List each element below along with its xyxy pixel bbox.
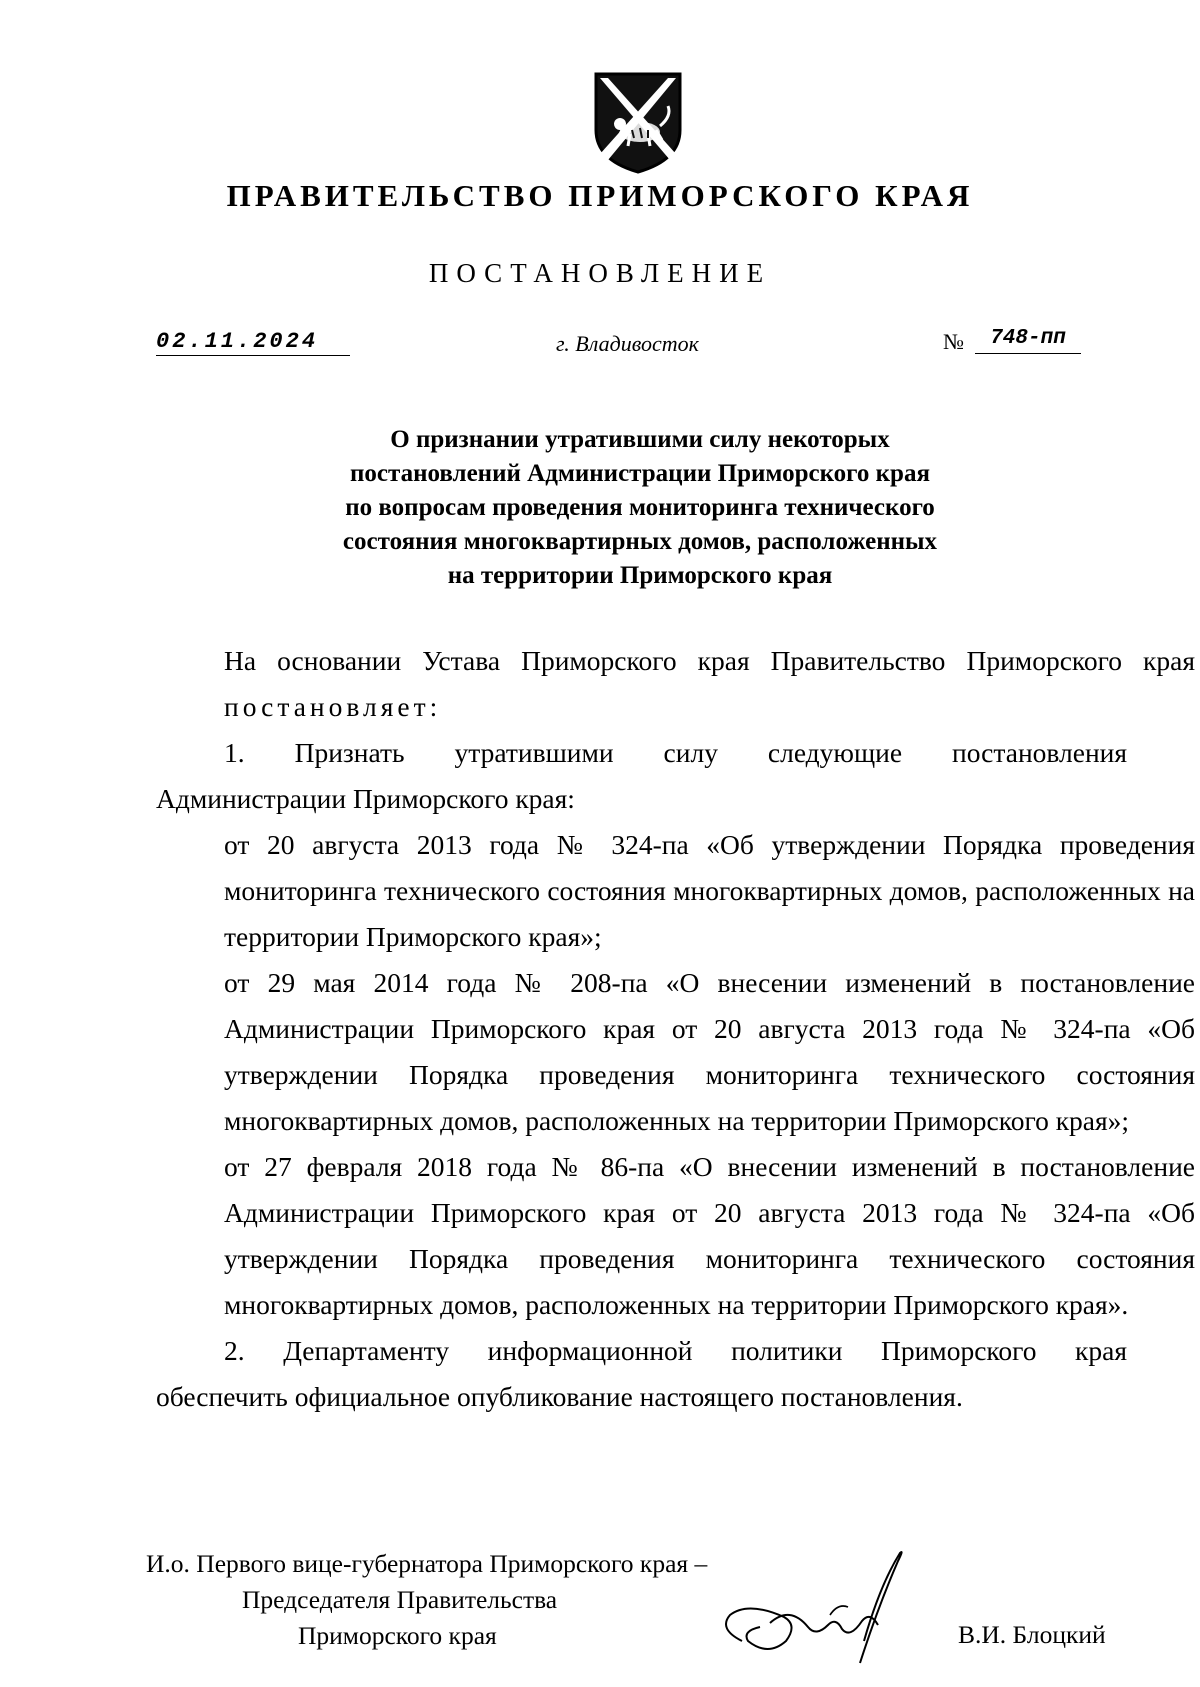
- signatory-position-line: Председателя Правительства: [242, 1585, 558, 1614]
- item-1-number: 1.: [224, 737, 245, 768]
- signatory-name: В.И. Блоцкий: [958, 1620, 1106, 1649]
- item-2-rest: обеспечить официальное опубликование настоящего постановления.: [156, 1381, 963, 1412]
- document-type: ПОСТАНОВЛЕНИЕ: [428, 258, 772, 288]
- item-1-word: Признать: [294, 737, 405, 768]
- item-2-word: информационной: [487, 1335, 693, 1366]
- preamble-paragraph: [156, 638, 1195, 730]
- repealed-act-1: от 20 августа 2013 года № 324-па «Об утверждении Порядка проведения мониторинга технического состояния многоквартирных домов, расположенных на территории Приморского края»;: [224, 829, 1195, 952]
- repealed-act-3: от 27 февраля 2018 года № 86-па «О внесении изменений в постановление Администрации Приморского края от 20 августа 2013 года № 324-па «Об утверждении Порядка проведения мониторинга технического состояния многоквартирных домов, расположенных на территории Приморского края».: [224, 1151, 1195, 1320]
- item-2-first-line: [156, 1328, 1127, 1374]
- organization-name: ПРАВИТЕЛЬСТВО ПРИМОРСКОГО КРАЯ: [226, 178, 974, 213]
- handwritten-signature: [712, 1545, 912, 1665]
- repealed-act-2: от 29 мая 2014 года № 208-па «О внесении изменений в постановление Администрации Приморского края от 20 августа 2013 года № 324-па «Об утверждении Порядка проведения мониторинга технического состояния многоквартирных домов, расположенных на территории Приморского края»;: [224, 967, 1195, 1136]
- title-line: состояния многоквартирных домов, расположенных: [342, 528, 938, 555]
- item-2-word: политики: [731, 1335, 843, 1366]
- item-1-word: силу: [663, 737, 718, 768]
- item-1-first-line: [156, 730, 1127, 776]
- document-title: [180, 423, 1100, 593]
- signatory-position-line: И.о. Первого вице-губернатора Приморского края –: [146, 1549, 708, 1578]
- preamble-text: На основании Устава Приморского края Правительство Приморского края: [224, 645, 1195, 676]
- item-1-paragraph: [156, 730, 1127, 822]
- document-date: 02.11.2024: [156, 329, 350, 356]
- item-1-word: постановления: [952, 737, 1128, 768]
- title-line: О признании утратившими силу некоторых: [390, 426, 890, 453]
- title-line: постановлений Администрации Приморского края: [350, 460, 930, 487]
- item-1-word: следующие: [767, 737, 903, 768]
- signatory-position: [146, 1546, 707, 1654]
- item-2-word: Приморского: [880, 1335, 1037, 1366]
- item-1-rest: Администрации Приморского края:: [156, 783, 575, 814]
- item-1-word: утратившими: [454, 737, 614, 768]
- coat-of-arms-icon: [590, 68, 686, 176]
- title-line: по вопросам проведения мониторинга технического: [345, 494, 935, 521]
- item-2-paragraph: [156, 1328, 1127, 1420]
- document-number: 748-пп: [975, 327, 1081, 354]
- document-number-label: №: [943, 329, 964, 354]
- signatory-position-line: Приморского края: [298, 1621, 497, 1650]
- document-city: г. Владивосток: [556, 331, 699, 356]
- item-2-number: 2.: [224, 1335, 245, 1366]
- item-2-word: края: [1075, 1335, 1128, 1366]
- item-2-word: Департаменту: [283, 1335, 450, 1366]
- preamble-verb: постановляет:: [224, 691, 442, 722]
- title-line: на территории Приморского края: [447, 562, 833, 589]
